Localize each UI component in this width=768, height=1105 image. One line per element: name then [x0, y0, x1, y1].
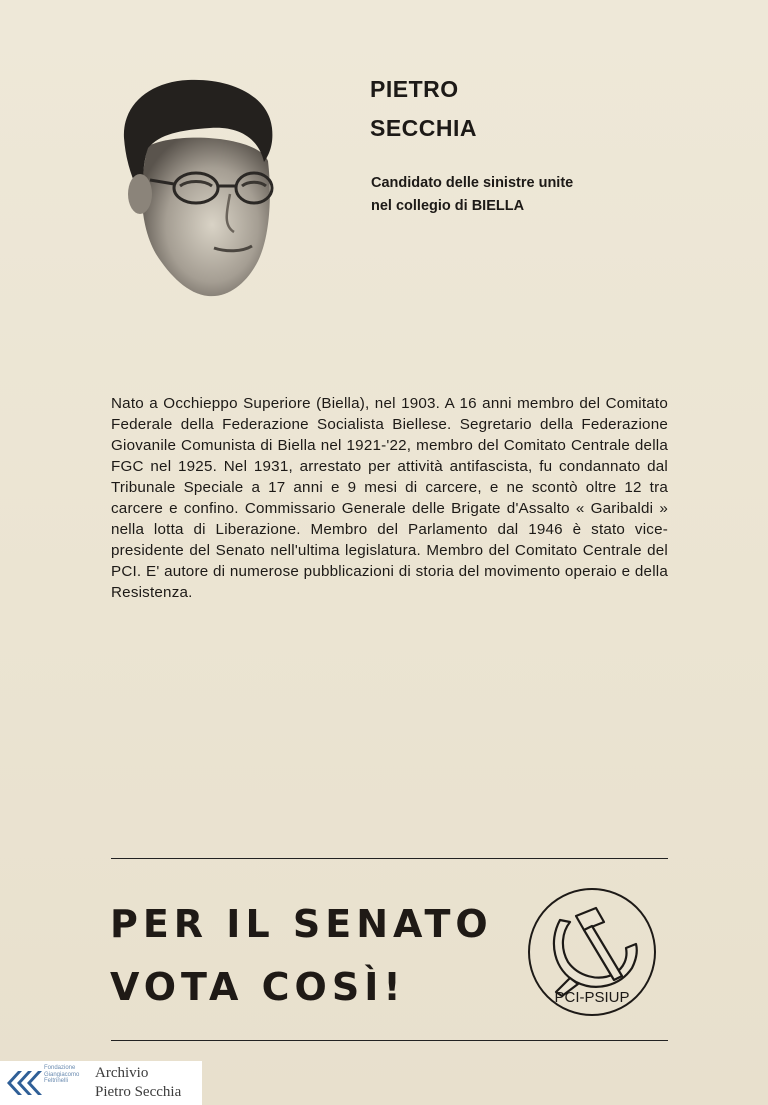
- divider-top: [111, 858, 668, 859]
- slogan-line-1: PER IL SENATO: [110, 902, 493, 946]
- archive-logo: [0, 1061, 202, 1105]
- slogan-line-2: VOTA COSÌ!: [110, 965, 406, 1009]
- slogan: [110, 893, 493, 1019]
- divider-bottom: [111, 1040, 668, 1041]
- candidate-name: [370, 70, 477, 148]
- candidacy-line-1: Candidato delle sinistre unite: [371, 175, 574, 191]
- candidate-portrait: [118, 76, 280, 300]
- foundation-name: Fondazione Giangiacomo Feltrinelli: [44, 1065, 80, 1084]
- emblem-label: PCI-PSIUP: [554, 989, 630, 1006]
- candidate-first-name: PIETRO: [370, 76, 459, 102]
- candidate-last-name: SECCHIA: [370, 115, 478, 141]
- pci-psiup-emblem: [526, 886, 658, 1018]
- biography-text: Nato a Occhieppo Superiore (Biella), nel 1903. A 16 anni membro del Comitato Federale della Federazione Socialista Biellese. Segretario della Federazione Giovanile Comunista di Biella nel 1921-'22, membro del Comitato Centrale della FGC nel 1925. Nel 1931, arrestato per attività antifascista, fu condannato dal Tribunale Speciale a 17 anni e 9 mesi di carcere, e ne scontò oltre 12 tra carcere e confino. Commissario Generale delle Brigate d'Assalto « Garibaldi » nella lotta di Liberazione. Membro del Parlamento dal 1946 è stato vice-presidente del Senato nell'ultima legislatura. Membro del Comitato Centrale del PCI. E' autore di numerose pubblicazioni di storia del movimento operaio e della Resistenza.: [111, 395, 668, 601]
- candidacy-info: [371, 172, 573, 218]
- hammer-and-sickle-icon: [554, 908, 637, 996]
- archive-title: Archivio Pietro Secchia: [95, 1065, 182, 1100]
- candidacy-line-2: nel collegio di BIELLA: [371, 198, 525, 214]
- chevron-left-icon: [4, 1068, 44, 1098]
